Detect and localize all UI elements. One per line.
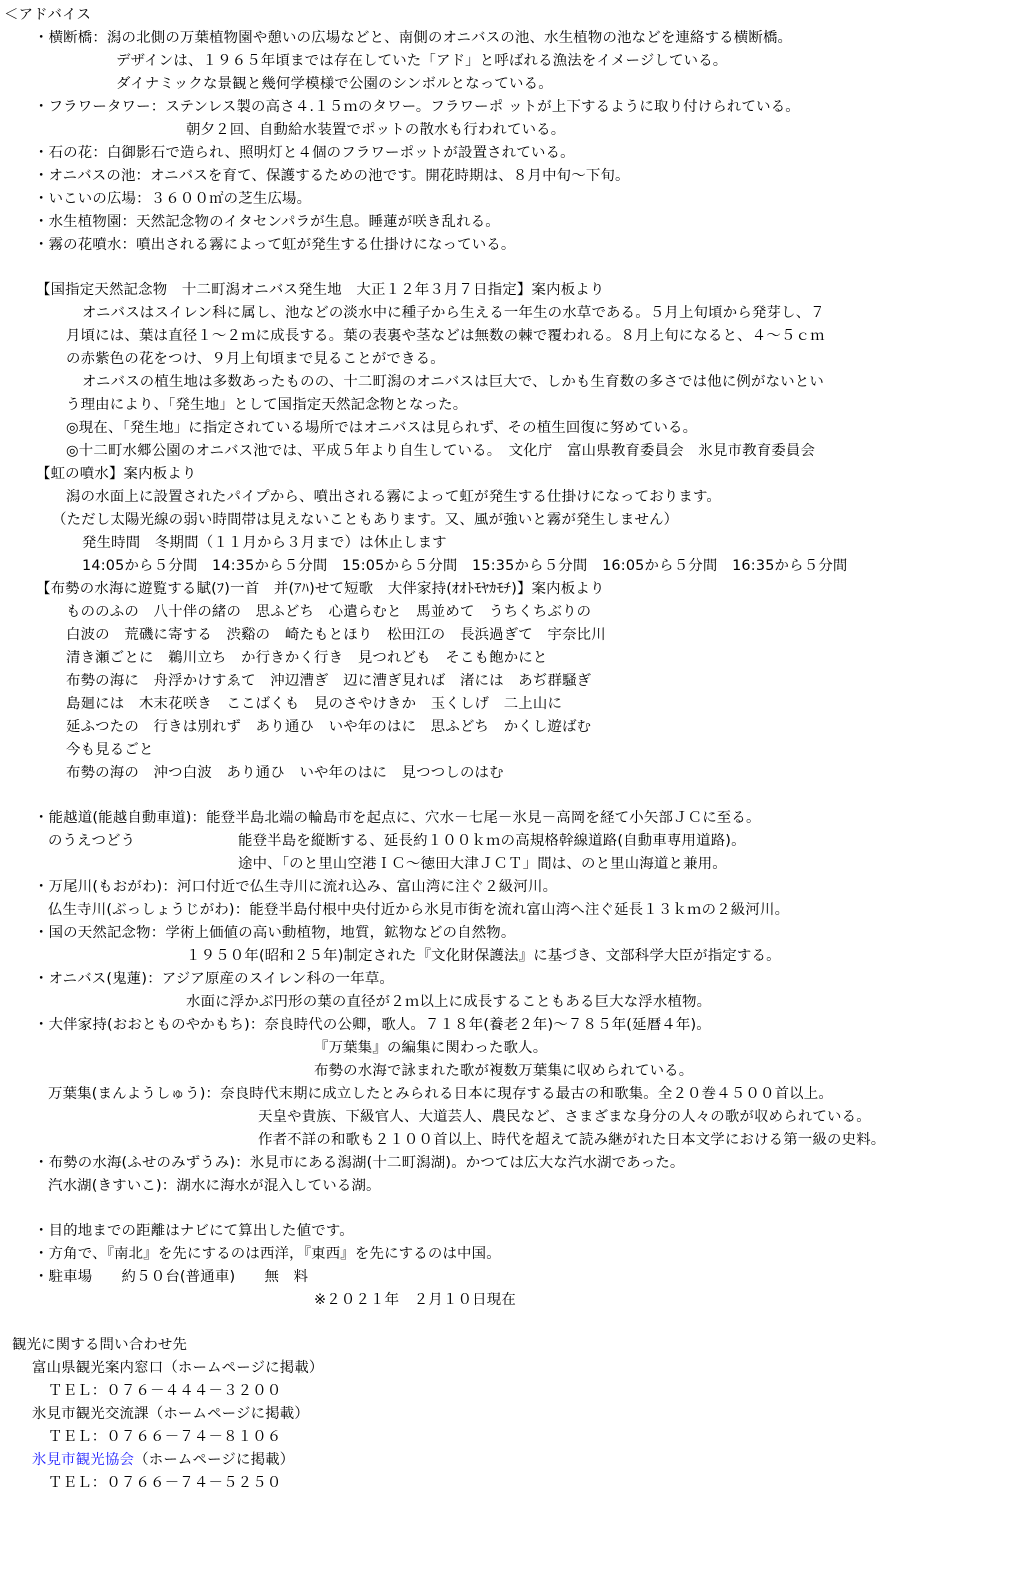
advice-item-flower-tower-detail: 朝夕２回、自動給水装置でポットの散水も行われている。 (186, 122, 566, 138)
glossary-entry-detail: 途中、「のと里山空港ＩＣ～徳田大津ＪＣＴ」間は、のと里山海道と兼用。 (238, 856, 727, 872)
rainbow-line: 潟の水面上に設置されたパイプから、噴出される霧によって虹が発生する仕掛けになっております。 (66, 489, 721, 505)
rainbow-schedule: 14:05から５分間 14:35から５分間 15:05から５分間 15:35から５分間 16:05から５分間 16:35から５分間 (82, 558, 848, 574)
poem-line: 白波の 荒磯に寄する 渋谿の 崎たもとほり 松田江の 長浜過ぎて 宇奈比川 (66, 627, 606, 643)
poem-heading: 【布勢の水海に遊覧する賦(ﾌ)一首 并(ｱﾊ)せて短歌 大伴家持(ｵｵﾄﾓﾔｶﾓﾁ)】案内板より (36, 581, 605, 597)
poem-line: もののふの 八十伴の緒の 思ふどち 心遣らむと 馬並めて うちくちぶりの (66, 604, 592, 620)
monument-heading: 【国指定天然記念物 十二町潟オニバス発生地 大正１２年３月７日指定】案内板より (36, 282, 605, 298)
glossary-entry: ・能越道(能越自動車道)：能登半島北端の輪島市を起点に、穴水－七尾－氷見－高岡を経て小矢部ＪＣに至る。 (34, 810, 761, 826)
contacts-heading: 観光に関する問い合わせ先 (12, 1337, 188, 1353)
glossary-entry: 汽水湖(きすいこ)：湖水に海水が混入している湖。 (48, 1178, 381, 1194)
monument-line: オニバスはスイレン科に属し、池などの淡水中に種子から生える一年生の水草である。５月上旬頃から発芽し、７ (82, 305, 825, 321)
monument-line: う理由により、「発生地」として国指定天然記念物となった。 (66, 397, 468, 413)
contact-tel: ＴＥＬ：０７６６－７４－５２５０ (48, 1475, 282, 1491)
glossary-entry: ・国の天然記念物：学術上価値の高い動植物，地質，鉱物などの自然物。 (34, 925, 516, 941)
poem-line: 島廻には 木末花咲き ここばくも 見のさやけきか 玉くしげ 二上山に (66, 696, 563, 712)
advice-item-mist-fountain: ・霧の花噴水：噴出される霧によって虹が発生する仕掛けになっている。 (34, 237, 516, 253)
contact-tel: ＴＥＬ：０７６６－７４－８１０６ (48, 1429, 282, 1445)
advice-item-onibasu-pond: ・オニバスの池：オニバスを育て、保護するための池です。開花時期は、８月中旬～下旬。 (34, 168, 630, 184)
glossary-entry-detail: 天皇や貴族、下級官人、大道芸人、農民など、さまざまな身分の人々の歌が収められている。 (258, 1109, 871, 1125)
contact-name-suffix: （ホームページに掲載） (134, 1452, 295, 1468)
monument-line: 月頃には、葉は直径１～２ｍに成長する。葉の表裏や茎などは無数の棘で覆われる。８月上旬になると、４～５ｃｍ (66, 328, 825, 344)
rainbow-line: 発生時間 冬期間（１１月から３月まで）は休止します (82, 535, 447, 551)
glossary-entry: ・オニバス(鬼蓮)：アジア原産のスイレン科の一年草。 (34, 971, 395, 987)
note-date: ※２０２１年 ２月１０日現在 (314, 1292, 516, 1308)
advice-item-flower-tower: ・フラワータワー：ステンレス製の高さ４.１５ｍのタワー。フラワーポ ットが上下するように取り付けられている。 (34, 99, 800, 115)
poem-line: 清き瀬ごとに 鵜川立ち か行きかく行き 見つれども そこも飽かにと (66, 650, 548, 666)
glossary-entry: ・布勢の水海(ふせのみずうみ)：氷見市にある潟湖(十二町潟湖)。かつては広大な汽水湖であった。 (34, 1155, 685, 1171)
contact-name: 氷見市観光交流課（ホームページに掲載） (32, 1406, 309, 1422)
monument-line: ◎現在、「発生地」に指定されている場所ではオニバスは見られず、その植生回復に努めている。 (66, 420, 698, 436)
advice-item-aquatic-garden: ・水生植物園：天然記念物のイタセンパラが生息。睡蓮が咲き乱れる。 (34, 214, 500, 230)
himi-tourism-association-link[interactable]: 氷見市観光協会 (32, 1452, 135, 1468)
poem-line: 延ふつたの 行きは別れず あり通ひ いや年のはに 思ふどち かくし遊ばむ (66, 719, 592, 735)
advice-item-bridge-detail: ダイナミックな景観と幾何学模様で公園のシンボルとなっている。 (116, 76, 553, 92)
glossary-entry: ・万尾川(もおがわ)：河口付近で仏生寺川に流れ込み、富山湾に注ぐ２級河川。 (34, 879, 558, 895)
contact-tel: ＴＥＬ：０７６－４４４－３２００ (48, 1383, 282, 1399)
advice-heading: ＜アドバイス (4, 7, 92, 23)
contact-name: 富山県観光案内窓口（ホームページに掲載） (32, 1360, 324, 1376)
glossary-entry-reading: のうえつどう (48, 833, 136, 849)
glossary-entry-detail: 布勢の水海で詠まれた歌が複数万葉集に収められている。 (314, 1063, 694, 1079)
glossary-entry-detail: 能登半島を縦断する、延長約１００ｋｍの高規格幹線道路(自動車専用道路)。 (238, 833, 746, 849)
glossary-entry-detail: １９５０年(昭和２５年)制定された『文化財保護法』に基づき、文部科学大臣が指定する。 (186, 948, 781, 964)
contact-name (32, 1449, 294, 1471)
rainbow-line: （ただし太陽光線の弱い時間帯は見えないこともあります。又、風が強いと霧が発生しません） (52, 512, 679, 528)
rainbow-heading: 【虹の噴水】案内板より (36, 466, 197, 482)
advice-item-stone-flower: ・石の花：白御影石で造られ、照明灯と４個のフラワーポットが設置されている。 (34, 145, 575, 161)
note-parking: ・駐車場 約５０台(普通車) 無 料 (34, 1269, 309, 1285)
note-direction: ・方角で、『南北』を先にするのは西洋，『東西』を先にするのは中国。 (34, 1246, 501, 1262)
poem-line: 今も見るごと (66, 742, 154, 758)
advice-item-plaza: ・いこいの広場：３６００㎡の芝生広場。 (34, 191, 312, 207)
advice-item-bridge-detail: デザインは、１９６５年頃までは存在していた「アド」と呼ばれる漁法をイメージしている。 (116, 53, 728, 69)
monument-line: ◎十二町水郷公園のオニバス池では、平成５年より自生している。 文化庁 富山県教育委員会 氷見市教育委員会 (66, 443, 816, 459)
advice-item-bridge: ・横断橋：潟の北側の万葉植物園や憩いの広場などと、南側のオニバスの池、水生植物の池などを連絡する横断橋。 (34, 30, 793, 46)
glossary-entry: 仏生寺川(ぶっしょうじがわ)：能登半島付根中央付近から氷見市街を流れ富山湾へ注ぐ延長１３ｋｍの２級河川。 (48, 902, 790, 918)
note-distance: ・目的地までの距離はナビにて算出した値です。 (34, 1223, 354, 1239)
glossary-entry-detail: 『万葉集』の編集に関わった歌人。 (314, 1040, 548, 1056)
glossary-entry-detail: 作者不詳の和歌も２１００首以上、時代を超えて読み継がれた日本文学における第一級の史料。 (258, 1132, 886, 1148)
poem-line: 布勢の海に 舟浮かけすゑて 沖辺漕ぎ 辺に漕ぎ見れば 渚には あぢ群騒ぎ (66, 673, 592, 689)
glossary-entry: 万葉集(まんようしゅう)：奈良時代末期に成立したとみられる日本に現存する最古の和歌集。全２０巻４５００首以上。 (48, 1086, 833, 1102)
glossary-entry: ・大伴家持(おおとものやかもち)：奈良時代の公卿，歌人。７１８年(養老２年)～７８５年(延暦４年)。 (34, 1017, 711, 1033)
monument-line: の赤紫色の花をつけ、９月上旬頃まで見ることができる。 (66, 351, 445, 367)
monument-line: オニバスの植生地は多数あったものの、十二町潟のオニバスは巨大で、しかも生育数の多さでは他に例がないとい (82, 374, 824, 390)
poem-line: 布勢の海の 沖つ白波 あり通ひ いや年のはに 見つつしのはむ (66, 765, 504, 781)
glossary-entry-detail: 水面に浮かぶ円形の葉の直径が２ｍ以上に成長することもある巨大な浮水植物。 (186, 994, 712, 1010)
